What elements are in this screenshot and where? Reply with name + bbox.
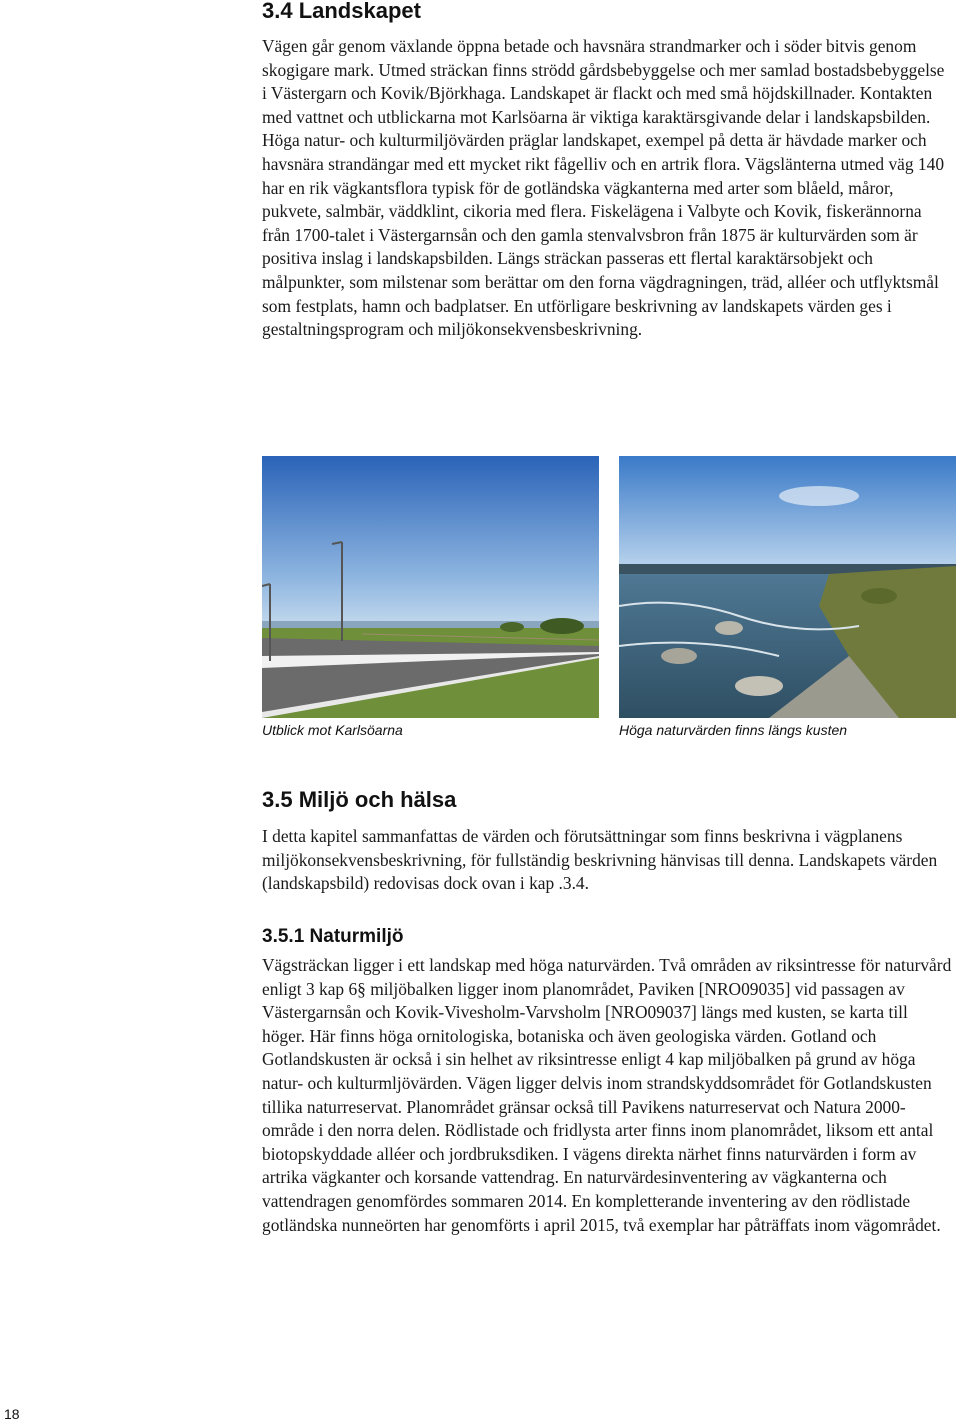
page-number: 18 — [4, 1406, 20, 1422]
section-heading-landskapet: 3.4 Landskapet — [262, 0, 421, 23]
section-heading-miljo: 3.5 Miljö och hälsa — [262, 787, 457, 812]
section-heading-naturmiljo: 3.5.1 Naturmiljö — [262, 926, 404, 947]
road-landscape-illustration — [262, 456, 599, 718]
paragraph-landskapet: Vägen går genom växlande öppna betade och havsnära strandmarker och i söder bitvis genom skogigare mark. Utmed sträckan finns strödd gårdsbebyggelse och mer samlad bostadsbebyggelse i Västergarn och Kovik/Björkhaga. Landskapet är flackt och med små höjdskillnader. Kontakten med vattnet och utblickarna mot Karlsöarna är viktiga karaktärsgivande delar i landskapsbilden. Höga natur- och kulturmiljövärden präglar landskapet, exempel på detta är hävdade marker och havsnära strandängar med ett mycket rikt fågelliv och en artrik flora. Vägslänterna utmed väg 140 har en rik vägkantsflora typisk för de gotländska vägkanterna med arter som blåeld, måror, pukvete, salmbär, väddklint, cikoria med flera. Fiskelägena i Valbyte och Kovik, fiskerännorna från 1700-talet i Västergarnsån och den gamla stenvalvsbron från 1875 är kulturvärden som är positiva inslag i landskapsbilden. Längs sträckan passeras ett flertal karaktärsobjekt och målpunkter, som milstenar som berättar om den forna vägdragningen, träd, alléer och utflyktsmål som festplats, hamn och badplatser. En utförligare beskrivning av landskapets värden ges i gestaltningsprogram och miljökonsekvensbeskrivning. — [262, 36, 945, 340]
road-landscape-photo — [262, 456, 599, 718]
right-photo-caption: Höga naturvärden finns längs kusten — [619, 722, 848, 738]
paragraph-naturmiljo: Vägsträckan ligger i ett landskap med höga naturvärden. Två områden av riksintresse för naturvård enligt 3 kap 6§ miljöbalken ligger inom planområdet, Paviken [NRO09035] vid passagen av Västergarnsån och Kovik-Vivesholm-Varvsholm [NRO09037] längs med kusten, se karta till höger. Här finns höga ornitologiska, botaniska och även geologiska värden. Gotland och Gotlandskusten är också i sin helhet av riksintresse enligt 4 kap miljöbalken på grund av höga natur- och kulturmljövärden. Vägen ligger delvis inom strandskyddsområdet för Gotlandskusten tillika naturreservat. Planområdet gränsar också till Pavikens naturreservat och Natura 2000-område i den norra delen. Rödlistade och fridlysta arter finns inom planområdet, liksom ett antal biotopskyddade alléer och jordbruksdiken. I vägens direkta närhet finns naturvärden i form av artrika vägkanter och korsande vattendrag. En naturvärdesinventering av vägkanterna och vattendragen genomfördes sommaren 2014. En kompletterande inventering av den rödlistade gotländska nunneörten har genomförts i april 2015, två exemplar har påträffats inom vägområdet. — [262, 955, 952, 1235]
coast-shore-illustration — [619, 456, 956, 718]
paragraph-miljo: I detta kapitel sammanfattas de värden och förutsättningar som finns beskrivna i vägplanens miljökonsekvensbeskrivning, för fullständig beskrivning hänvisas till denna. Landskapets värden (landskapsbild) redovisas dock ovan i kap .3.4. — [262, 826, 938, 894]
left-photo-caption: Utblick mot Karlsöarna — [262, 722, 403, 738]
coast-shore-photo — [619, 456, 956, 718]
